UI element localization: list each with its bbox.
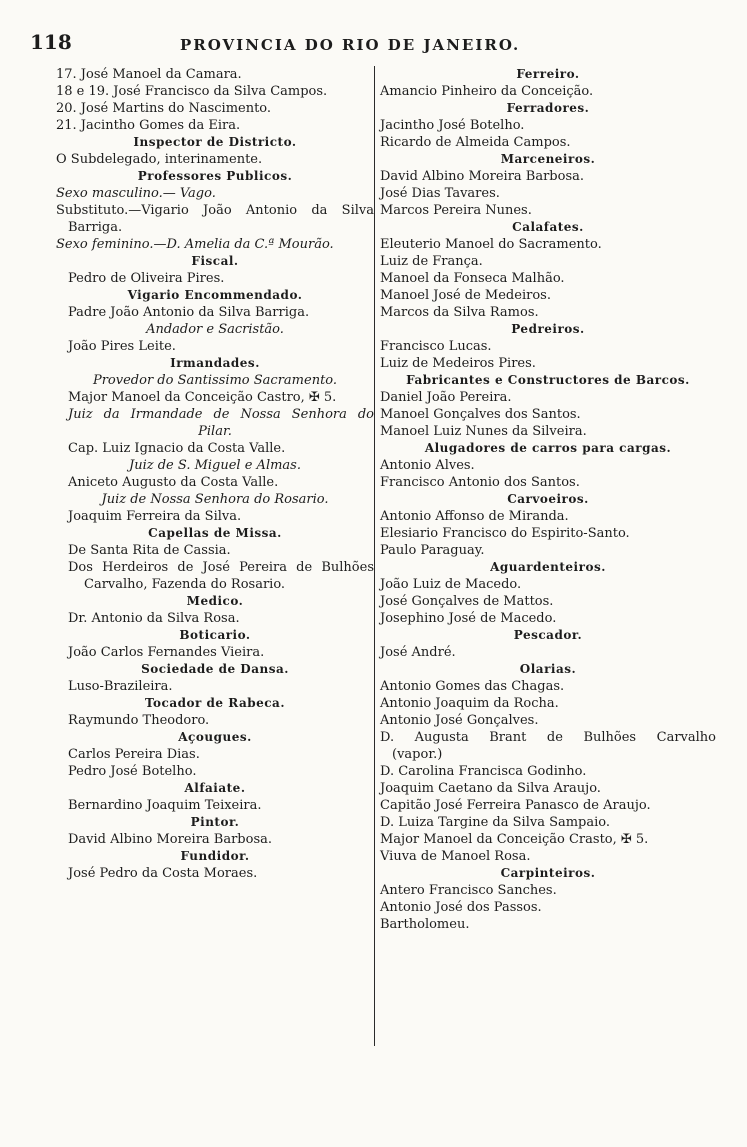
entry-line: Carvalho, Fazenda do Rosario. <box>84 577 286 592</box>
running-title: PROVINCIA DO RIO DE JANEIRO. <box>180 36 521 54</box>
entry-line: Antero Francisco Sanches. <box>380 883 557 898</box>
left-column <box>56 66 374 882</box>
section-heading: Professores Publicos. <box>137 169 293 183</box>
entry-line: Eleuterio Manoel do Sacramento. <box>380 237 602 252</box>
entry-line: Daniel João Pereira. <box>380 390 512 405</box>
section-heading: Pescador. <box>513 628 583 642</box>
section-heading: Andador e Sacristão. <box>146 322 284 337</box>
entry-line: Antonio Alves. <box>380 458 475 473</box>
entry-line: Sexo feminino.—D. Amelia da C.ª Mourão. <box>56 237 334 252</box>
entry-line: Juiz da Irmandade de Nossa Senhora do <box>68 407 374 422</box>
entry-line: Bartholomeu. <box>380 917 470 932</box>
entry-line: Major Manoel da Conceição Crasto, ✠ 5. <box>380 832 649 847</box>
section-heading: Tocador de Rabeca. <box>144 696 286 710</box>
entry-line: David Albino Moreira Barbosa. <box>68 832 273 847</box>
section-heading: Ferradores. <box>506 101 590 115</box>
section-heading: Juiz de S. Miguel e Almas. <box>129 458 301 473</box>
entry-line: Luiz de França. <box>380 254 483 269</box>
entry-line: D. Luiza Targine da Silva Sampaio. <box>380 815 611 830</box>
section-heading: Fundidor. <box>180 849 250 863</box>
entry-line: 18 e 19. José Francisco da Silva Campos. <box>56 84 328 99</box>
section-heading: Marceneiros. <box>500 152 596 166</box>
section-heading: Aguardenteiros. <box>490 560 606 574</box>
entry-line: Manoel Gonçalves dos Santos. <box>380 407 581 422</box>
entry-line: Padre João Antonio da Silva Barriga. <box>68 305 310 320</box>
entry-line: José André. <box>380 645 456 660</box>
entry-line: Luso-Brazileira. <box>68 679 173 694</box>
entry-line: Aniceto Augusto da Costa Valle. <box>68 475 279 490</box>
entry-line: Sexo masculino.— Vago. <box>56 186 216 201</box>
section-heading: Vigario Encommendado. <box>127 288 303 302</box>
entry-line: Capitão José Ferreira Panasco de Araujo. <box>380 798 651 813</box>
section-heading: Sociedade de Dansa. <box>141 662 289 676</box>
entry-line: Marcos da Silva Ramos. <box>380 305 539 320</box>
section-heading: Olarias. <box>519 662 577 676</box>
entry-line: Substituto.—Vigario João Antonio da Silva <box>56 203 374 218</box>
entry-line: Cap. Luiz Ignacio da Costa Valle. <box>68 441 286 456</box>
entry-line: João Carlos Fernandes Vieira. <box>68 645 265 660</box>
entry-line: Manoel Luiz Nunes da Silveira. <box>380 424 587 439</box>
entry-line: Antonio Gomes das Chagas. <box>380 679 565 694</box>
entry-line: 20. José Martins do Nascimento. <box>56 101 272 116</box>
section-heading: Alfaiate. <box>184 781 246 795</box>
entry-line: 21. Jacintho Gomes da Eira. <box>56 118 241 133</box>
page-number: 118 <box>30 30 72 54</box>
section-heading: Pedreiros. <box>511 322 585 336</box>
entry-line: Viuva de Manoel Rosa. <box>380 849 531 864</box>
entry-line: Major Manoel da Conceição Castro, ✠ 5. <box>68 390 337 405</box>
section-heading: Carvoeiros. <box>507 492 589 506</box>
entry-line: Antonio Joaquim da Rocha. <box>380 696 559 711</box>
entry-line: (vapor.) <box>392 747 443 762</box>
entry-line: Antonio José Gonçalves. <box>380 713 539 728</box>
section-heading: Fabricantes e Constructores de Barcos. <box>406 373 690 387</box>
entry-line: João Pires Leite. <box>68 339 176 354</box>
entry-line: Francisco Lucas. <box>380 339 492 354</box>
entry-line: Dos Herdeiros de José Pereira de Bulhões <box>68 560 374 575</box>
entry-line: David Albino Moreira Barbosa. <box>380 169 585 184</box>
entry-line: 17. José Manoel da Camara. <box>56 67 242 82</box>
section-heading: Fiscal. <box>191 254 239 268</box>
section-heading: Irmandades. <box>170 356 260 370</box>
entry-line: Carlos Pereira Dias. <box>68 747 200 762</box>
entry-line: Bernardino Joaquim Teixeira. <box>68 798 262 813</box>
section-heading: Alugadores de carros para cargas. <box>424 441 672 455</box>
section-heading: Ferreiro. <box>516 67 580 81</box>
section-heading: Açougues. <box>178 730 252 744</box>
entry-line: D. Augusta Brant de Bulhões Carvalho <box>380 730 716 745</box>
section-heading: Calafates. <box>512 220 584 234</box>
entry-line: João Luiz de Macedo. <box>380 577 522 592</box>
entry-line: Amancio Pinheiro da Conceição. <box>380 84 594 99</box>
entry-line: Dr. Antonio da Silva Rosa. <box>68 611 240 626</box>
section-heading: Carpinteiros. <box>500 866 596 880</box>
page-header <box>30 30 720 58</box>
entry-line: Josephino José de Macedo. <box>380 611 557 626</box>
entry-line: Joaquim Ferreira da Silva. <box>68 509 242 524</box>
section-heading: Medico. <box>186 594 244 608</box>
section-heading: Capellas de Missa. <box>148 526 282 540</box>
entry-line: Joaquim Caetano da Silva Araujo. <box>380 781 601 796</box>
section-heading: Inspector de Districto. <box>133 135 297 149</box>
entry-line: Francisco Antonio dos Santos. <box>380 475 580 490</box>
entry-line: Ricardo de Almeida Campos. <box>380 135 571 150</box>
entry-line: Pilar. <box>198 424 232 439</box>
right-column <box>380 66 716 933</box>
entry-line: Antonio Affonso de Miranda. <box>380 509 569 524</box>
section-heading: Pintor. <box>190 815 240 829</box>
entry-line: De Santa Rita de Cassia. <box>68 543 231 558</box>
entry-line: Raymundo Theodoro. <box>68 713 210 728</box>
section-heading: Provedor do Santissimo Sacramento. <box>92 373 338 388</box>
entry-line: Pedro José Botelho. <box>68 764 197 779</box>
column-divider <box>374 66 375 1046</box>
entry-line: D. Carolina Francisca Godinho. <box>380 764 587 779</box>
entry-line: Barriga. <box>68 220 123 235</box>
entry-line: Elesiario Francisco do Espirito-Santo. <box>380 526 630 541</box>
entry-line: Pedro de Oliveira Pires. <box>68 271 225 286</box>
entry-line: Marcos Pereira Nunes. <box>380 203 532 218</box>
entry-line: O Subdelegado, interinamente. <box>56 152 263 167</box>
entry-line: Paulo Paraguay. <box>380 543 485 558</box>
section-heading: Boticario. <box>179 628 251 642</box>
entry-line: Antonio José dos Passos. <box>380 900 542 915</box>
entry-line: Manoel José de Medeiros. <box>380 288 551 303</box>
entry-line: José Dias Tavares. <box>380 186 500 201</box>
section-heading: Juiz de Nossa Senhora do Rosario. <box>101 492 329 507</box>
entry-line: José Gonçalves de Mattos. <box>380 594 554 609</box>
entry-line: Manoel da Fonseca Malhão. <box>380 271 565 286</box>
entry-line: Jacintho José Botelho. <box>380 118 525 133</box>
entry-line: Luiz de Medeiros Pires. <box>380 356 536 371</box>
entry-line: José Pedro da Costa Moraes. <box>68 866 258 881</box>
